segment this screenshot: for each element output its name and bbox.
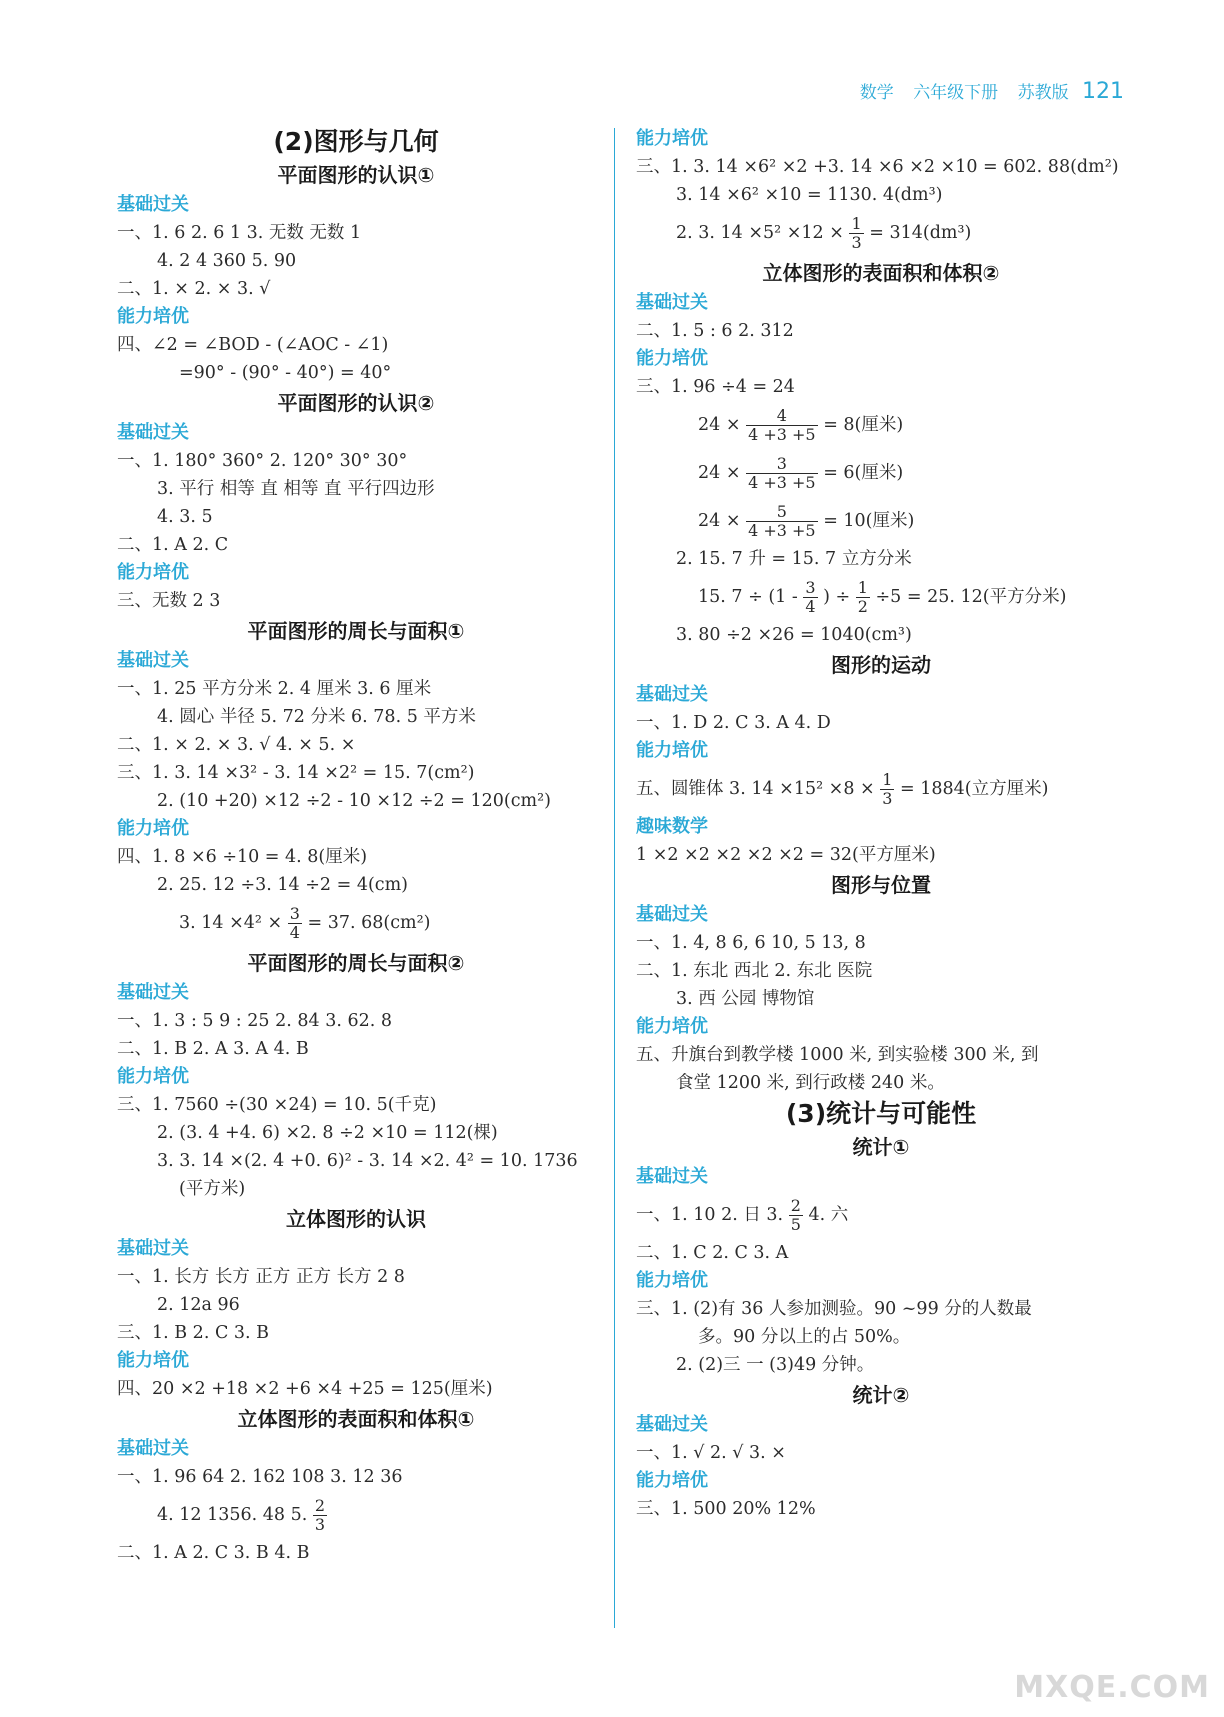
ability-tag: 能力培优 [636, 1016, 708, 1037]
answer-line: 二、1. × 2. × 3. √ 4. × 5. × [117, 735, 356, 755]
section-title: 平面图形的周长与面积② [247, 951, 465, 975]
section-title: 平面图形的认识① [277, 163, 435, 187]
section-title: 平面图形的周长与面积① [247, 619, 465, 643]
fraction: $\frac{2}{5}$ [790, 1196, 801, 1234]
answer-line: 4. 2 4 360 5. 90 [157, 251, 297, 271]
section-title: 平面图形的认识② [277, 391, 435, 415]
answer-line: 2. 3. 14 ×5² ×12 × $\frac{1}{3}$ = 314(dm³) [676, 214, 972, 252]
answer-line: 二、1. 东北 西北 2. 东北 医院 [636, 961, 873, 981]
fraction: $\frac{4}{4 +3 +5}$ [748, 406, 816, 444]
answer-line: 二、1. A 2. C [117, 535, 229, 555]
answer-line: 二、1. B 2. A 3. A 4. B [117, 1039, 309, 1059]
answer-line: 二、1. × 2. × 3. √ [117, 279, 271, 299]
answer-line: 多。90 分以上的占 50%。 [698, 1327, 911, 1347]
column-divider [614, 128, 615, 1628]
section-title: 统计① [852, 1135, 910, 1159]
answer-line: 食堂 1200 米, 到行政楼 240 米。 [676, 1073, 945, 1093]
answer-line: 五、圆锥体 3. 14 ×15² ×8 × $\frac{1}{3}$ = 1884(立方厘米) [636, 770, 1049, 808]
answer-line: 三、1. 96 ÷4 = 24 [636, 377, 795, 397]
basic-tag: 基础过关 [117, 194, 189, 215]
answer-line: 3. 西 公园 博物馆 [676, 989, 815, 1009]
answer-line: 一、1. 25 平方分米 2. 4 厘米 3. 6 厘米 [117, 679, 432, 699]
answer-line: 一、1. 10 2. 日 3. $\frac{2}{5}$ 4. 六 [636, 1196, 849, 1234]
answer-line: 二、1. A 2. C 3. B 4. B [117, 1543, 310, 1563]
answer-line: 1 ×2 ×2 ×2 ×2 ×2 = 32(平方厘米) [636, 845, 936, 865]
basic-tag: 基础过关 [117, 1238, 189, 1259]
main-title: (2)图形与几何 [273, 127, 439, 156]
left-column [117, 125, 595, 1567]
answer-line: 三、1. 3. 14 ×3² - 3. 14 ×2² = 15. 7(cm²) [117, 763, 475, 783]
basic-tag: 基础过关 [636, 1166, 708, 1187]
fraction: $\frac{1}{3}$ [851, 214, 862, 252]
header-subject: 数学 [859, 83, 894, 103]
ability-tag: 能力培优 [636, 348, 708, 369]
answer-line: 二、1. 5 : 6 2. 312 [636, 321, 794, 341]
ability-tag: 能力培优 [117, 1350, 189, 1371]
answer-line: 一、1. 长方 长方 正方 正方 长方 2 8 [117, 1267, 405, 1287]
answer-line: 四、∠2 = ∠BOD - (∠AOC - ∠1) [117, 335, 389, 355]
answer-line: 三、1. 7560 ÷(30 ×24) = 10. 5(千克) [117, 1095, 437, 1115]
page-header [846, 78, 1124, 104]
section-title: 图形的运动 [831, 653, 931, 677]
answer-line: 一、1. √ 2. √ 3. × [636, 1443, 786, 1463]
answer-line: 4. 12 1356. 48 5. $\frac{2}{3}$ [157, 1496, 326, 1534]
basic-tag: 基础过关 [117, 982, 189, 1003]
ability-tag: 能力培优 [636, 1470, 708, 1491]
section-title: 立体图形的表面积和体积② [762, 261, 1000, 285]
fraction: $\frac{5}{4 +3 +5}$ [748, 502, 816, 540]
main-title: (3)统计与可能性 [785, 1099, 977, 1128]
answer-line: 五、升旗台到教学楼 1000 米, 到实验楼 300 米, 到 [636, 1045, 1039, 1065]
answer-line: 15. 7 ÷ (1 - $\frac{3}{4}$ ) ÷ $\frac{1}{2}$ ÷5 = 25. 12(平方分米) [698, 578, 1067, 616]
basic-tag: 基础过关 [636, 684, 708, 705]
ability-tag: 能力培优 [117, 562, 189, 583]
right-column [636, 125, 1126, 1523]
fraction: $\frac{2}{3}$ [314, 1496, 326, 1534]
section-title: 立体图形的认识 [286, 1207, 426, 1231]
answer-line: 24 × $\frac{3}{4 +3 +5}$ = 6(厘米) [698, 454, 904, 492]
fraction: $\frac{1}{3}$ [882, 770, 893, 808]
ability-tag: 能力培优 [117, 1066, 189, 1087]
ability-tag: 能力培优 [636, 128, 708, 149]
answer-line: 二、1. C 2. C 3. A [636, 1243, 789, 1263]
answer-line: =90° - (90° - 40°) = 40° [179, 363, 392, 383]
answer-line: 2. 25. 12 ÷3. 14 ÷2 = 4(cm) [157, 875, 409, 895]
ability-tag: 能力培优 [636, 740, 708, 761]
answer-line: 4. 3. 5 [157, 507, 213, 527]
basic-tag: 基础过关 [636, 292, 708, 313]
answer-line: 24 × $\frac{5}{4 +3 +5}$ = 10(厘米) [698, 502, 915, 540]
answer-line: 四、20 ×2 +18 ×2 +6 ×4 +25 = 125(厘米) [117, 1379, 493, 1399]
header-grade: 六年级下册 [913, 83, 999, 103]
answer-line: 三、无数 2 3 [117, 591, 221, 611]
answer-line: 一、1. 6 2. 6 1 3. 无数 无数 1 [117, 223, 362, 243]
fraction: $\frac{3}{4}$ [289, 904, 300, 942]
ability-tag: 能力培优 [117, 818, 189, 839]
answer-line: 一、1. 3 : 5 9 : 25 2. 84 3. 62. 8 [117, 1011, 392, 1031]
fun-math-tag: 趣味数学 [636, 816, 708, 837]
answer-line: 一、1. D 2. C 3. A 4. D [636, 713, 831, 733]
basic-tag: 基础过关 [117, 650, 189, 671]
answer-line: (平方米) [179, 1179, 246, 1199]
section-title: 图形与位置 [831, 873, 931, 897]
answer-line: 3. 平行 相等 直 相等 直 平行四边形 [157, 479, 435, 499]
answer-line: 三、1. 500 20% 12% [636, 1499, 816, 1519]
answer-line: 3. 14 ×6² ×10 = 1130. 4(dm³) [676, 185, 943, 205]
section-title: 统计② [852, 1383, 910, 1407]
answer-line: 三、1. 3. 14 ×6² ×2 +3. 14 ×6 ×2 ×10 = 602. 88(dm²) [636, 157, 1119, 177]
page-number: 121 [1082, 79, 1124, 104]
answer-line: 3. 3. 14 ×(2. 4 +0. 6)² - 3. 14 ×2. 4² = 10. 1736 [157, 1151, 578, 1171]
ability-tag: 能力培优 [117, 306, 189, 327]
basic-tag: 基础过关 [117, 422, 189, 443]
answer-line: 2. 12a 96 [157, 1295, 240, 1315]
answer-line: 4. 圆心 半径 5. 72 分米 6. 78. 5 平方米 [157, 707, 476, 727]
answer-line: 2. (10 +20) ×12 ÷2 - 10 ×12 ÷2 = 120(cm²) [157, 791, 551, 811]
watermark: MXQE.COM [1014, 1670, 1210, 1705]
header-edition: 苏教版 [1017, 83, 1069, 103]
answer-line: 一、1. 4, 8 6, 6 10, 5 13, 8 [636, 933, 866, 953]
fraction: $\frac{1}{2}$ [857, 578, 868, 616]
answer-line: 三、1. (2)有 36 人参加测验。90 ~99 分的人数最 [636, 1299, 1032, 1319]
fraction: $\frac{3}{4 +3 +5}$ [748, 454, 816, 492]
answer-line: 3. 80 ÷2 ×26 = 1040(cm³) [676, 625, 912, 645]
answer-line: 2. 15. 7 升 = 15. 7 立方分米 [676, 549, 912, 569]
ability-tag: 能力培优 [636, 1270, 708, 1291]
answer-line: 四、1. 8 ×6 ÷10 = 4. 8(厘米) [117, 847, 368, 867]
answer-line: 24 × $\frac{4}{4 +3 +5}$ = 8(厘米) [698, 406, 904, 444]
answer-line: 三、1. B 2. C 3. B [117, 1323, 270, 1343]
answer-line: 2. (3. 4 +4. 6) ×2. 8 ÷2 ×10 = 112(棵) [157, 1123, 498, 1143]
answer-line: 一、1. 96 64 2. 162 108 3. 12 36 [117, 1467, 403, 1487]
basic-tag: 基础过关 [636, 1414, 708, 1435]
section-title: 立体图形的表面积和体积① [237, 1407, 475, 1431]
basic-tag: 基础过关 [636, 904, 708, 925]
fraction: $\frac{3}{4}$ [805, 578, 816, 616]
answer-line: 2. (2)三 一 (3)49 分钟。 [676, 1355, 875, 1375]
answer-line: 一、1. 180° 360° 2. 120° 30° 30° [117, 451, 408, 471]
answer-line: 3. 14 ×4² × $\frac{3}{4}$ = 37. 68(cm²) [179, 904, 431, 942]
basic-tag: 基础过关 [117, 1438, 189, 1459]
